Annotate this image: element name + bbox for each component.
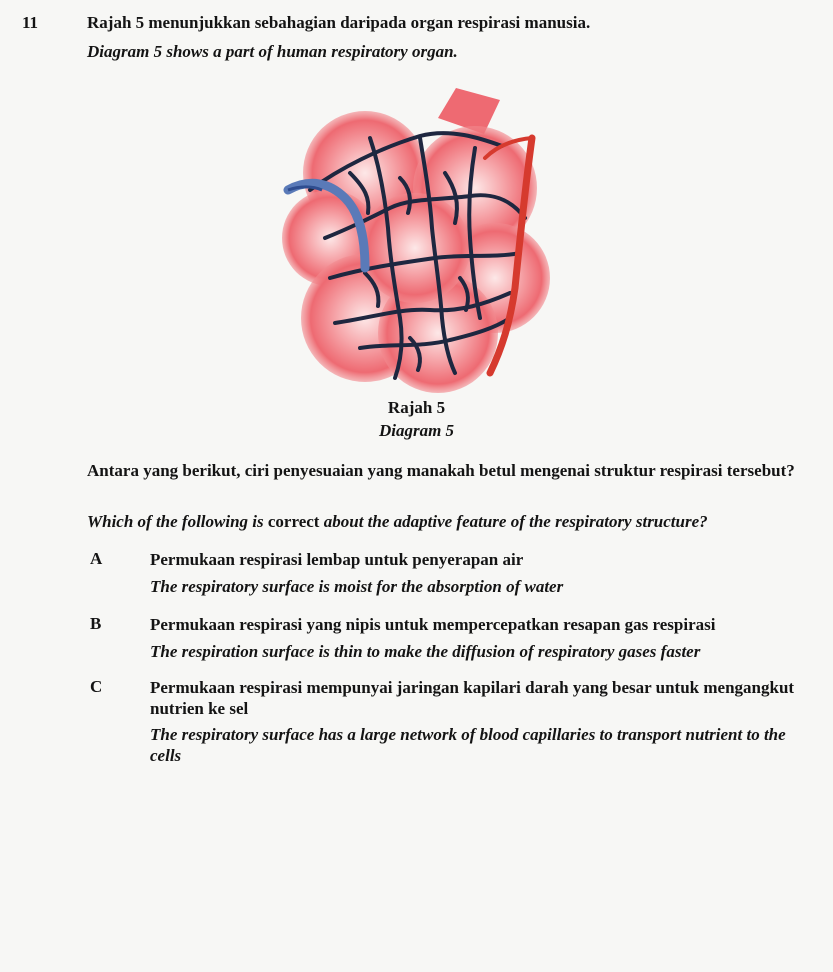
question-number: 11 xyxy=(22,13,39,32)
prompt-english-after: about the adaptive feature of the respiratory structure? xyxy=(323,512,708,531)
option-c-letter[interactable]: C xyxy=(90,677,103,696)
figure-caption-english: Diagram 5 xyxy=(378,421,455,440)
option-a-malay[interactable]: Permukaan respirasi lembap untuk penyerapan air xyxy=(150,550,524,569)
prompt-malay-after: mengenai struktur respirasi tersebut? xyxy=(520,461,795,480)
question-stem-malay: Rajah 5 menunjukkan sebahagian daripada organ respirasi manusia. xyxy=(87,13,591,32)
figure-caption-malay: Rajah 5 xyxy=(387,398,446,417)
question-prompt-english xyxy=(87,512,708,532)
option-b-malay[interactable]: Permukaan respirasi yang nipis untuk mempercepatkan resapan gas respirasi xyxy=(150,615,716,634)
alveoli-capillary-network-icon xyxy=(270,78,570,398)
prompt-malay-before: Antara yang berikut, ciri penyesuaian yang manakah xyxy=(87,461,475,480)
option-b-letter[interactable]: B xyxy=(90,614,102,633)
question-stem-english: Diagram 5 shows a part of human respiratory organ. xyxy=(87,42,458,61)
option-a-letter[interactable]: A xyxy=(90,549,103,568)
question-prompt-malay xyxy=(87,460,799,481)
option-a-english[interactable]: The respiratory surface is moist for the absorption of water xyxy=(150,577,564,596)
prompt-english-before: Which of the following is xyxy=(87,512,264,531)
option-c-english[interactable]: The respiratory surface has a large network of blood capillaries to transport nutrient to the cells xyxy=(150,725,786,765)
option-b-english[interactable]: The respiration surface is thin to make the diffusion of respiratory gases faster xyxy=(150,642,701,661)
option-c-malay[interactable]: Permukaan respirasi mempunyai jaringan kapilari darah yang besar untuk mengangkut nutrien ke sel xyxy=(150,678,795,718)
alveoli-diagram xyxy=(270,78,570,398)
prompt-english-keyword: correct xyxy=(267,512,320,531)
prompt-malay-keyword: betul xyxy=(479,461,516,480)
